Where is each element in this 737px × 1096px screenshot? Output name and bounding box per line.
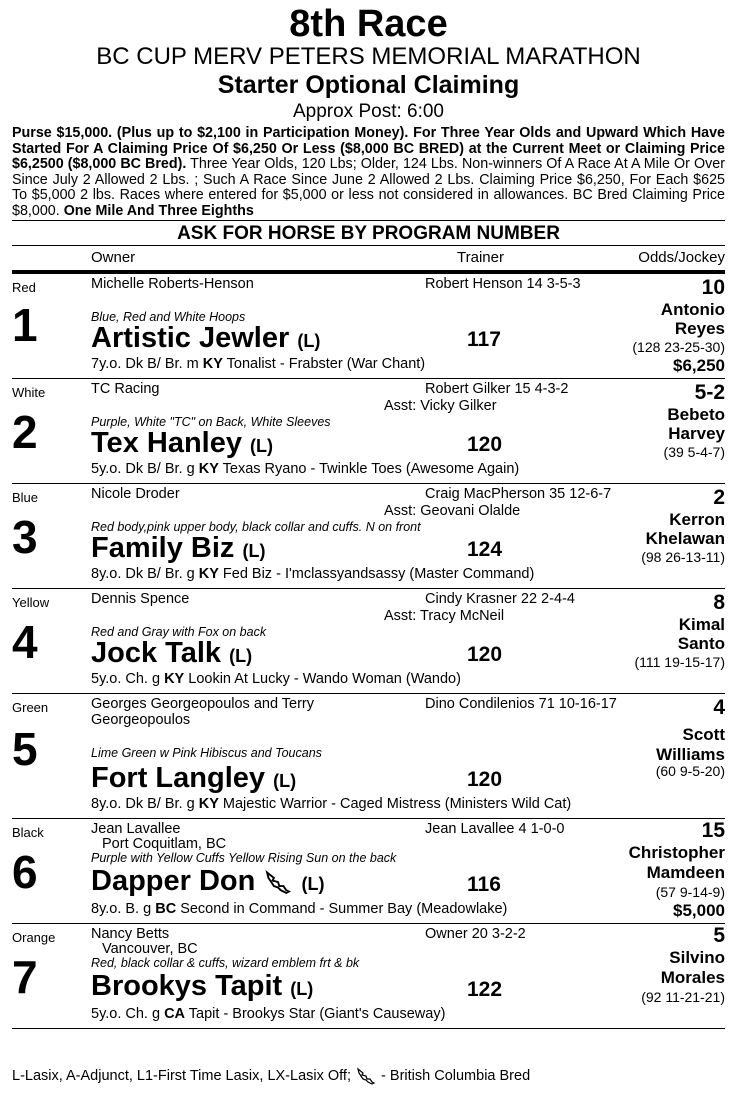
trainer: Craig MacPherson 35 12-6-7 bbox=[425, 485, 612, 502]
legend-bc-text: - British Columbia Bred bbox=[377, 1067, 531, 1084]
trainer: Robert Henson 14 3-5-3 bbox=[425, 275, 581, 292]
jockey-first-name: Kerron bbox=[669, 509, 725, 529]
bred-state: KY bbox=[164, 670, 185, 687]
horse-name: Family Biz bbox=[91, 531, 235, 564]
bc-bred-icon bbox=[263, 869, 293, 895]
medication-code: (L) bbox=[250, 435, 274, 456]
owner: Georges Georgeopoulos and Terry bbox=[91, 695, 315, 712]
horse-name: Dapper Don bbox=[91, 864, 256, 897]
horse-name-line bbox=[91, 970, 313, 1005]
morning-line-odds: 10 bbox=[701, 275, 725, 299]
entries-list bbox=[0, 274, 737, 1029]
ask-banner: ASK FOR HORSE BY PROGRAM NUMBER bbox=[12, 220, 725, 245]
jockey-last-name: Morales bbox=[660, 967, 725, 987]
legend bbox=[12, 1067, 530, 1085]
program-number: 3 bbox=[12, 510, 38, 563]
pedigree bbox=[91, 461, 519, 477]
horse-name-line bbox=[91, 427, 273, 462]
assistant-trainer: Asst: Vicky Gilker bbox=[384, 397, 497, 414]
morning-line-odds: 5-2 bbox=[694, 380, 725, 404]
jockey-first-name: Kimal bbox=[678, 614, 725, 634]
jockey-first-name: Silvino bbox=[669, 947, 725, 967]
claiming-price: $5,000 bbox=[673, 900, 725, 920]
bred-state: CA bbox=[164, 1005, 186, 1022]
horse-name: Jock Talk bbox=[91, 636, 222, 669]
age-sex: 8y.o. Dk B/ Br. g bbox=[91, 565, 199, 582]
assistant-trainer: Asst: Geovani Olalde bbox=[384, 502, 521, 519]
conditions-body: Three Year Olds, 120 Lbs; Older, 124 Lbs. Non-winners Of A Race At A Mile Or Over Since July 2 Allowed 2 Lbs. ; Such A Race Since June 2 Allowed 2 Lbs. Claiming Price $6,250, For Each $625 To $5,000 2 lbs. Races where entered for $5,000 or less not considered in allowances. BC Bred Claiming Price $8,000. bbox=[12, 156, 725, 219]
bred-state: KY bbox=[198, 565, 219, 582]
odds-column-header: Odds/Jockey bbox=[638, 248, 725, 266]
jockey-last-name: Khelawan bbox=[645, 528, 725, 548]
owner: Nicole Droder bbox=[91, 485, 180, 502]
pedigree bbox=[91, 671, 461, 687]
weight: 117 bbox=[467, 327, 501, 351]
age-sex: 5y.o. Dk B/ Br. g bbox=[91, 460, 199, 477]
horse-name-line bbox=[91, 865, 324, 900]
jockey-first-name: Scott bbox=[682, 724, 725, 744]
weight: 120 bbox=[467, 767, 503, 791]
entry-row bbox=[12, 484, 725, 589]
jockey-first-name: Christopher bbox=[628, 842, 725, 862]
sire-dam: Tonalist - Frabster (War Chant) bbox=[222, 355, 426, 372]
pedigree bbox=[91, 1006, 445, 1022]
post-time: Approx Post: 6:00 bbox=[292, 101, 445, 122]
trainer: Robert Gilker 15 4-3-2 bbox=[425, 380, 569, 397]
trainer-column-header: Trainer bbox=[457, 248, 504, 266]
jockey-record: (128 23-25-30) bbox=[632, 338, 725, 355]
pedigree bbox=[91, 901, 507, 917]
silks-description: Blue, Red and White Hoops bbox=[91, 309, 246, 324]
silks-description: Purple, White "TC" on Back, White Sleeves bbox=[91, 414, 331, 429]
weight: 120 bbox=[467, 432, 503, 456]
medication-code: (L) bbox=[273, 770, 297, 791]
owner: Nancy Betts bbox=[91, 925, 170, 942]
saddle-cloth-color: Orange bbox=[12, 929, 56, 945]
jockey-record: (60 9-5-20) bbox=[655, 762, 725, 779]
legend-text: L-Lasix, A-Adjunct, L1-First Time Lasix, LX-Lasix Off; bbox=[12, 1067, 356, 1084]
jockey-last-name: Mamdeen bbox=[646, 862, 725, 882]
silks-description: Red and Gray with Fox on back bbox=[91, 624, 267, 639]
jockey-record: (98 26-13-11) bbox=[641, 548, 725, 565]
jockey-first-name: Bebeto bbox=[667, 404, 725, 424]
entry-row bbox=[12, 379, 725, 484]
trainer: Jean Lavallee 4 1-0-0 bbox=[425, 820, 565, 837]
bred-state: KY bbox=[198, 460, 219, 477]
jockey-last-name: Santo bbox=[677, 633, 725, 653]
pedigree bbox=[91, 566, 534, 582]
age-sex: 5y.o. Ch. g bbox=[91, 1005, 165, 1022]
sire-dam: Texas Ryano - Twinkle Toes (Awesome Again) bbox=[218, 460, 520, 477]
medication-code: (L) bbox=[242, 540, 266, 561]
weight: 122 bbox=[467, 977, 503, 1001]
sire-dam: Fed Biz - I'mclassyandsassy (Master Command) bbox=[218, 565, 535, 582]
assistant-trainer: Asst: Tracy McNeil bbox=[384, 607, 505, 624]
silks-description: Red, black collar & cuffs, wizard emblem frt & bk bbox=[91, 955, 360, 970]
entry-row bbox=[12, 274, 725, 379]
silks-description: Purple with Yellow Cuffs Yellow Rising Sun on the back bbox=[91, 850, 397, 865]
saddle-cloth-color: Red bbox=[12, 279, 36, 295]
horse-name: Brookys Tapit bbox=[91, 969, 283, 1002]
entry-row bbox=[12, 924, 725, 1029]
owner-line-2: Port Coquitlam, BC bbox=[102, 835, 227, 852]
owner: Michelle Roberts-Henson bbox=[91, 275, 254, 292]
pedigree bbox=[91, 356, 425, 372]
saddle-cloth-color: Yellow bbox=[12, 594, 50, 610]
program-number: 7 bbox=[12, 950, 38, 1003]
age-sex: 8y.o. B. g bbox=[91, 900, 156, 917]
owner: Dennis Spence bbox=[91, 590, 190, 607]
horse-name: Artistic Jewler bbox=[91, 321, 290, 354]
race-name: BC CUP MERV PETERS MEMORIAL MARATHON bbox=[96, 43, 641, 70]
column-header bbox=[12, 245, 725, 274]
race-type: Starter Optional Claiming bbox=[217, 71, 520, 99]
saddle-cloth-color: Blue bbox=[12, 489, 39, 505]
horse-name-line bbox=[91, 532, 265, 567]
jockey-last-name: Reyes bbox=[674, 318, 725, 338]
program-number: 1 bbox=[12, 298, 38, 351]
sire-dam: Majestic Warrior - Caged Mistress (Ministers Wild Cat) bbox=[218, 795, 572, 812]
weight: 124 bbox=[467, 537, 503, 561]
owner-line-2: Vancouver, BC bbox=[102, 940, 198, 957]
program-number: 5 bbox=[12, 722, 38, 775]
horse-name: Tex Hanley bbox=[91, 426, 242, 459]
silks-description: Red body,pink upper body, black collar and cuffs. N on front bbox=[91, 519, 421, 534]
silks-description: Lime Green w Pink Hibiscus and Toucans bbox=[91, 745, 322, 760]
medication-code: (L) bbox=[290, 978, 314, 999]
entry-row bbox=[12, 589, 725, 694]
bred-state: KY bbox=[198, 795, 219, 812]
morning-line-odds: 15 bbox=[701, 818, 725, 842]
jockey-record: (111 19-15-17) bbox=[634, 653, 725, 670]
entry-row bbox=[12, 819, 725, 924]
age-sex: 5y.o. Ch. g bbox=[91, 670, 165, 687]
conditions-intro: Purse $15,000. (Plus up to $2,100 in Participation Money). For Three Year Olds and Upward Which Have Started For A Claiming Price Of $6,250 Or Less ($8,000 BC BRED) at the Current Meet or Claiming Price $6,2500 ($8,000 BC Bred). bbox=[12, 125, 725, 173]
saddle-cloth-color: Black bbox=[12, 824, 44, 840]
bred-state: KY bbox=[202, 355, 223, 372]
sire-dam: Second in Command - Summer Bay (Meadowlake) bbox=[176, 900, 508, 917]
owner-line-2: Georgeopoulos bbox=[91, 711, 191, 728]
morning-line-odds: 8 bbox=[713, 590, 725, 614]
medication-code: (L) bbox=[297, 330, 321, 351]
sire-dam: Tapit - Brookys Star (Giant's Causeway) bbox=[185, 1005, 446, 1022]
race-conditions bbox=[12, 126, 725, 220]
morning-line-odds: 5 bbox=[713, 923, 725, 947]
jockey-first-name: Antonio bbox=[660, 299, 725, 319]
claiming-price: $6,250 bbox=[673, 355, 725, 375]
saddle-cloth-color: White bbox=[12, 384, 46, 400]
weight: 120 bbox=[467, 642, 503, 666]
horse-name-line bbox=[91, 637, 252, 672]
race-number: 8th Race bbox=[289, 3, 448, 45]
age-sex: 7y.o. Dk B/ Br. m bbox=[91, 355, 203, 372]
weight: 116 bbox=[467, 872, 501, 896]
sire-dam: Lookin At Lucky - Wando Woman (Wando) bbox=[184, 670, 461, 687]
owner: Jean Lavallee bbox=[91, 820, 181, 837]
entry-row bbox=[12, 694, 725, 819]
medication-code: (L) bbox=[301, 873, 325, 894]
bred-state: BC bbox=[155, 900, 177, 917]
trainer: Cindy Krasner 22 2-4-4 bbox=[425, 590, 575, 607]
trainer: Owner 20 3-2-2 bbox=[425, 925, 526, 942]
age-sex: 8y.o. Dk B/ Br. g bbox=[91, 795, 199, 812]
horse-name-line bbox=[91, 322, 320, 357]
horse-name-line bbox=[91, 762, 296, 797]
jockey-record: (39 5-4-7) bbox=[663, 443, 725, 460]
pedigree bbox=[91, 796, 571, 812]
jockey-record: (57 9-14-9) bbox=[655, 883, 725, 900]
saddle-cloth-color: Green bbox=[12, 699, 49, 715]
owner-column-header: Owner bbox=[91, 248, 136, 266]
trainer: Dino Condilenios 71 10-16-17 bbox=[425, 695, 617, 712]
medication-code: (L) bbox=[229, 645, 253, 666]
conditions-distance: One Mile And Three Eighths bbox=[63, 202, 254, 219]
jockey-last-name: Harvey bbox=[668, 423, 725, 443]
program-number: 4 bbox=[12, 615, 38, 668]
bc-bred-icon bbox=[355, 1067, 377, 1085]
program-number: 6 bbox=[12, 845, 38, 898]
owner: TC Racing bbox=[91, 380, 160, 397]
program-number: 2 bbox=[12, 405, 38, 458]
jockey-last-name: Williams bbox=[656, 744, 725, 764]
jockey-record: (92 11-21-21) bbox=[641, 988, 725, 1005]
morning-line-odds: 4 bbox=[713, 695, 725, 719]
horse-name: Fort Langley bbox=[91, 761, 266, 794]
morning-line-odds: 2 bbox=[713, 485, 725, 509]
